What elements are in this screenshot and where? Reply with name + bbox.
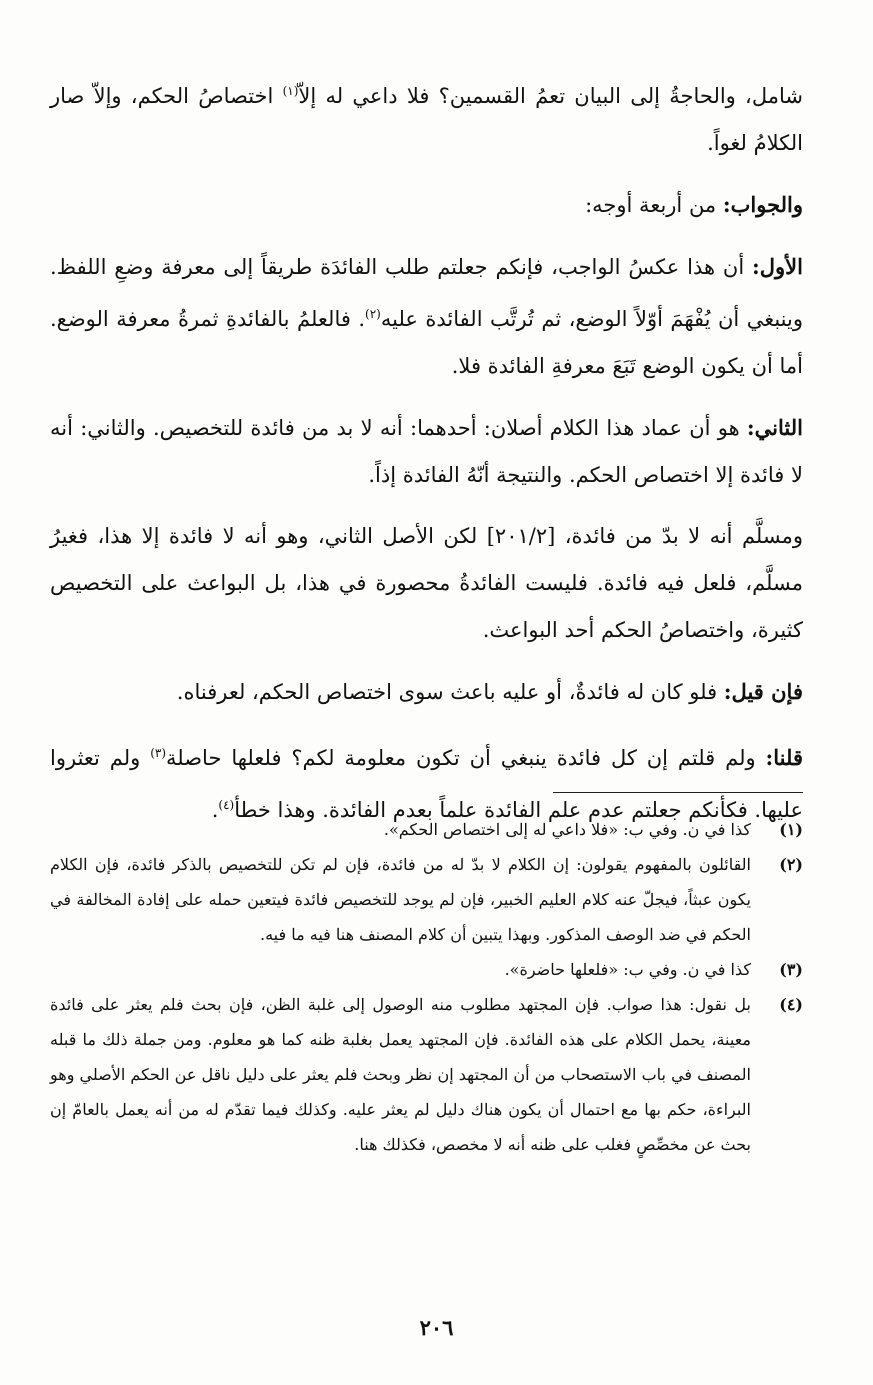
paragraph-text: ومسلَّم أنه لا بدّ من فائدة، [٢٠١/٢] لكن الأصل الثاني، وهو أنه لا فائدة إلا هذا، فغيرُ مسلَّم، فلعل فيه فائدة. فليست الفائدةُ محصورة في هذا، بل البواعث على التخصيص كثيرة، واختصاصُ الحكم أحد البواعث. bbox=[50, 524, 803, 642]
main-text bbox=[50, 68, 803, 848]
footnote-number: (٤) bbox=[779, 995, 803, 1014]
paragraph-6 bbox=[50, 668, 803, 716]
footnote-ref-1: (١) bbox=[282, 84, 299, 98]
paragraph-heading-second: الثاني: bbox=[746, 415, 803, 440]
paragraph-4 bbox=[50, 404, 803, 499]
footnote-ref-3: (٣) bbox=[150, 746, 167, 760]
paragraph-heading-reply: قلنا: bbox=[765, 745, 804, 770]
paragraph-text: فلو كان له فائدةٌ، أو عليه باعث سوى اختصاص الحكم، لعرفناه. bbox=[176, 680, 724, 704]
footnote-2 bbox=[50, 847, 803, 952]
paragraph-text: من أربعة أوجه: bbox=[585, 193, 723, 217]
paragraph-heading-answer: والجواب: bbox=[722, 192, 803, 217]
footnote-3 bbox=[50, 952, 803, 987]
footnote-divider bbox=[553, 792, 803, 793]
footnote-1 bbox=[50, 812, 803, 847]
paragraph-text: . فالعلمُ بالفائدةِ ثمرةُ معرفة الوضع. أما أن يكون الوضع تَبَعَ معرفةِ الفائدة فلا. bbox=[50, 307, 803, 378]
footnote-4 bbox=[50, 987, 803, 1162]
paragraph-text: اختصاصُ الحكم، وإلاّ صار الكلامُ لغواً. bbox=[50, 84, 803, 155]
footnote-text: كذا في ن. وفي ب: «فلعلها حاضرة». bbox=[504, 960, 751, 979]
page-number: ٢٠٦ bbox=[419, 1315, 454, 1340]
footnote-text: بل نقول: هذا صواب. فإن المجتهد مطلوب منه الوصول إلى غلبة الظن، فإن بحث فلم يعثر على فائدة معينة، يحمل الكلام على هذه الفائدة. فإن المجتهد يعمل بغلبة ظنه كما هو معلوم. ومن جملة ذلك ما قبله المصنف في باب الاستصحاب من أن المجتهد إن نظر وبحث فلم يعثر على دليل ناقل عن الحكم الأصلي وهو البراءة، حكم بها مع احتمال أن يكون هناك دليل لم يعثر عليه. وكذلك فيما تقدّم له من أنه يعمل بالعامّ إن بحث عن مخصِّصٍ فغلب على ظنه أنه لا مخصص، فكذلك هنا. bbox=[50, 995, 752, 1154]
footnote-text: كذا في ن. وفي ب: «فلا داعي له إلى اختصاص الحكم». bbox=[383, 820, 751, 839]
footnote-number: (٢) bbox=[779, 855, 803, 874]
paragraph-5 bbox=[50, 513, 803, 654]
paragraph-1 bbox=[50, 68, 803, 167]
paragraph-heading-first: الأول: bbox=[752, 254, 803, 279]
paragraph-3 bbox=[50, 243, 803, 390]
footnote-text: القائلون بالمفهوم يقولون: إن الكلام لا بدّ له من فائدة، فإن لم تكن للتخصيص بالذكر فائدة، فإن الكلام يكون عبثاً، فيجلّ عنه كلام العليم الخبير، فإن لم يوجد للتخصيص فائدة فيتعين حمله على إفادة المخالفة في الحكم في ضد الوصف المذكور. وبهذا يتبين أن كلام المصنف هنا فيه ما فيه. bbox=[50, 855, 752, 944]
paragraph-text: ولم تعثروا عليها. فكأنكم جعلتم عدم علم الفائدة علماً بعدم الفائدة. وهذا خطأ bbox=[50, 746, 803, 822]
paragraph-text: أن هذا عكسُ الواجب، فإنكم جعلتم طلب الفائدَة طريقاً إلى معرفة وضعِ اللفظ. وينبغي أن يُفْهَمَ أوّلاً الوضع، ثم تُرتَّب الفائدة عليه bbox=[50, 255, 803, 331]
footnote-ref-2: (٢) bbox=[365, 307, 381, 321]
paragraph-text: هو أن عماد هذا الكلام أصلان: أحدهما: أنه لا بد من فائدة للتخصيص. والثاني: أنه لا فائدة إلا اختصاص الحكم. والنتيجة أنّهُ الفائدة إذاً. bbox=[50, 416, 803, 487]
paragraph-2 bbox=[50, 181, 803, 229]
paragraph-text: ولم قلتم إن كل فائدة ينبغي أن تكون معلومة لكم؟ فلعلها حاصلة bbox=[166, 746, 766, 770]
footnote-number: (٣) bbox=[779, 960, 803, 979]
paragraph-heading-objection: فإن قيل: bbox=[723, 679, 803, 704]
paragraph-text: . bbox=[211, 798, 219, 822]
footnotes bbox=[50, 812, 803, 1162]
paragraph-text: شامل، والحاجةُ إلى البيان تعمُ القسمين؟ فلا داعي له إلاّ bbox=[298, 84, 803, 108]
footnote-ref-4: (٤) bbox=[218, 798, 235, 812]
footnote-number: (١) bbox=[779, 820, 803, 839]
